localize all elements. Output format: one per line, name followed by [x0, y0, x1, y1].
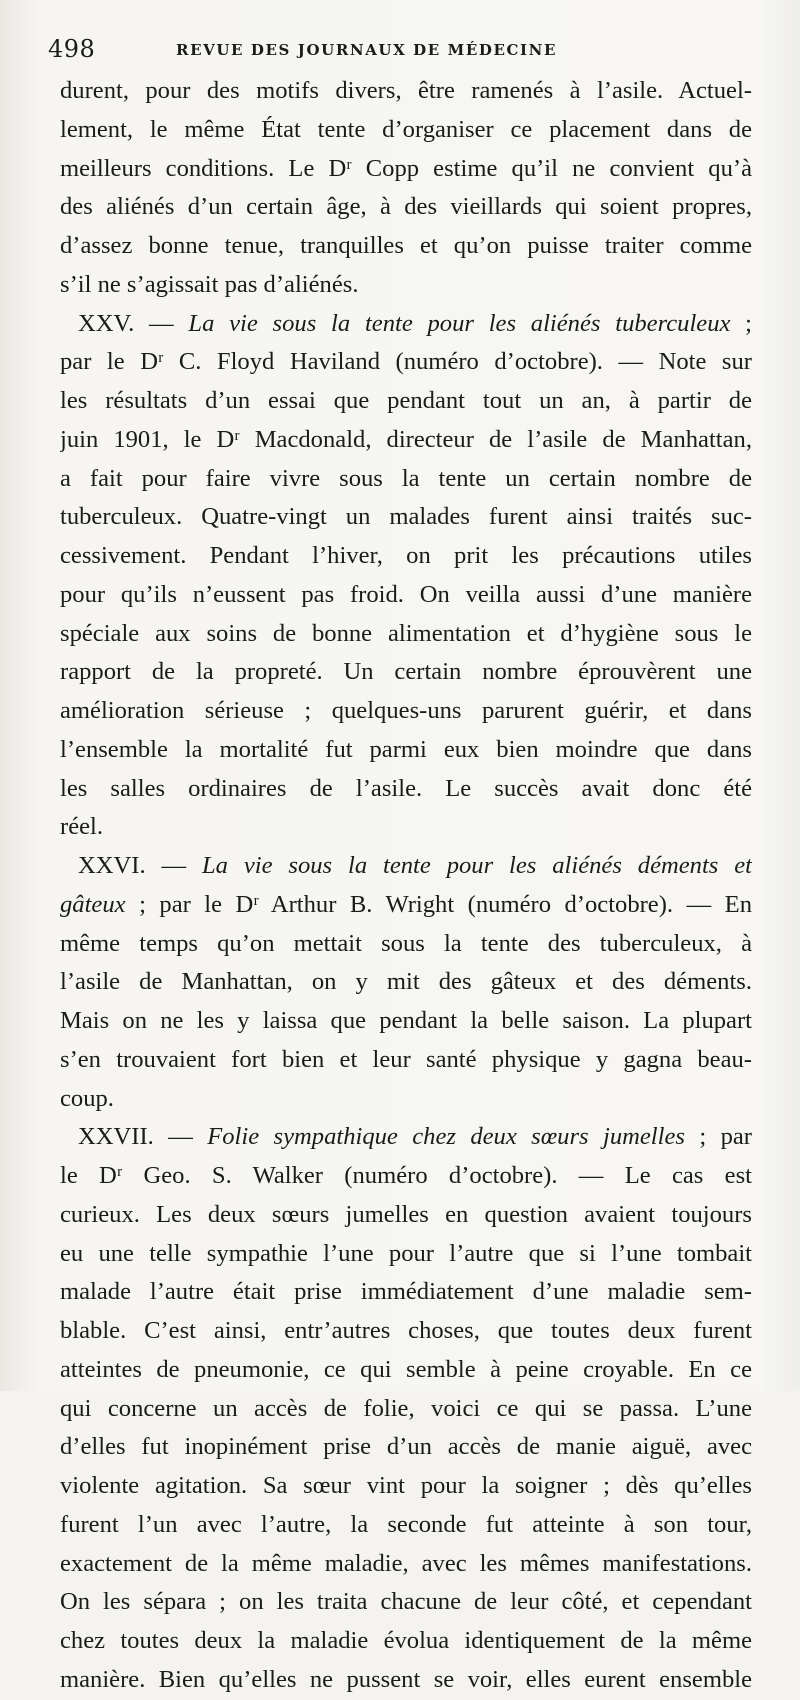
text-line: lement, le même État tente d’organiser ce placement dans de	[60, 115, 752, 143]
text-line: meilleurs conditions. Le Dʳ Copp estime qu’il ne convient qu’à	[60, 154, 752, 182]
article-body	[60, 72, 752, 1700]
text-line: chez toutes deux la maladie évolua identiquement de la même	[60, 1627, 752, 1654]
page-number: 498	[48, 35, 96, 63]
page-header	[48, 34, 778, 64]
text-line: manière. Bien qu’elles ne pussent se voir, elles eurent ensemble	[60, 1665, 752, 1693]
text-line: amélioration sérieuse ; quelques-uns parurent guérir, et dans	[60, 697, 752, 724]
text-line: On les sépara ; on les traita chacune de leur côté, et cependant	[60, 1588, 752, 1616]
section-heading-tail: ; par le Dʳ Arthur B. Wright (numéro d’octobre). — En	[125, 890, 752, 918]
text-line: l’ensemble la mortalité fut parmi eux bien moindre que dans	[60, 735, 752, 763]
section-title: Folie sympathique chez deux sœurs jumelles	[207, 1123, 685, 1151]
text-line: d’elles fut inopinément prise d’un accès de manie aiguë, avec	[60, 1433, 752, 1461]
text-line: durent, pour des motifs divers, être ramenés à l’asile. Actuel-	[60, 77, 752, 104]
running-title: REVUE DES JOURNAUX DE MÉDECINE	[176, 41, 558, 59]
text-line: Mais on ne les y laissa que pendant la belle saison. La plupart	[60, 1007, 752, 1034]
text-line: s’en trouvaient fort bien et leur santé physique y gagna beau-	[60, 1045, 752, 1073]
text-line: atteintes de pneumonie, ce qui semble à peine croyable. En ce	[60, 1355, 752, 1383]
text-line: d’assez bonne tenue, tranquilles et qu’on puisse traiter comme	[60, 232, 752, 259]
text-line: pour qu’ils n’eussent pas froid. On veilla aussi d’une manière	[60, 580, 752, 608]
text-line: cessivement. Pendant l’hiver, on prit les précautions utiles	[60, 542, 752, 569]
text-line: le Dʳ Geo. S. Walker (numéro d’octobre). — Le cas est	[60, 1162, 752, 1189]
text-line: des aliénés d’un certain âge, à des vieillards qui soient propres,	[60, 193, 752, 221]
text-line: les salles ordinaires de l’asile. Le succès avait donc été	[60, 774, 752, 802]
text-line: spéciale aux soins de bonne alimentation et d’hygiène sous le	[60, 619, 752, 647]
section-title-cont: gâteux	[60, 890, 126, 918]
text-line: curieux. Les deux sœurs jumelles en question avaient toujours	[60, 1200, 752, 1228]
section-heading-xxv	[60, 305, 752, 344]
text-line: s’il ne s’agissait pas d’aliénés.	[60, 270, 359, 298]
text-line: a fait pour faire vivre sous la tente un certain nombre de	[60, 464, 752, 492]
text-line: coup.	[60, 1084, 114, 1112]
text-line: blable. C’est ainsi, entr’autres choses, que toutes deux furent	[60, 1317, 752, 1344]
text-line: exactement de la même maladie, avec les mêmes manifestations.	[60, 1549, 752, 1577]
text-line: qui concerne un accès de folie, voici ce qui se passa. L’une	[60, 1394, 752, 1422]
section-number: XXV. —	[78, 309, 189, 337]
text-line: eu une telle sympathie l’une pour l’autre que si l’une tombait	[60, 1239, 752, 1267]
text-line: les résultats d’un essai que pendant tout un an, à partir de	[60, 387, 752, 414]
section-heading-xxvii	[60, 1118, 752, 1157]
text-line: violente agitation. Sa sœur vint pour la soigner ; dès qu’elles	[60, 1472, 752, 1499]
text-line: tuberculeux. Quatre-vingt un malades furent ainsi traités suc-	[60, 503, 752, 531]
section-title: La vie sous la tente pour les aliénés déments et	[201, 852, 752, 879]
text-line: réel.	[60, 813, 104, 841]
section-heading-tail: ;	[730, 309, 752, 337]
section-title: La vie sous la tente pour les aliénés tuberculeux	[188, 309, 731, 337]
section-heading-xxvi	[60, 847, 752, 886]
text-line: juin 1901, le Dʳ Macdonald, directeur de l’asile de Manhattan,	[60, 425, 752, 453]
text-line: rapport de la propreté. Un certain nombre éprouvèrent une	[60, 658, 752, 686]
text-line: furent l’un avec l’autre, la seconde fut atteinte à son tour,	[60, 1510, 752, 1538]
section-heading-xxvi-cont	[60, 886, 752, 925]
section-number: XXVII. —	[78, 1123, 208, 1151]
section-number: XXVI. —	[78, 852, 202, 879]
text-line: malade l’autre était prise immédiatement d’une maladie sem-	[60, 1278, 752, 1306]
text-line: même temps qu’on mettait sous la tente des tuberculeux, à	[60, 929, 752, 957]
section-heading-tail: ; par	[684, 1123, 752, 1151]
text-line: par le Dʳ C. Floyd Haviland (numéro d’octobre). — Note sur	[60, 348, 752, 376]
text-line: l’asile de Manhattan, on y mit des gâteux et des déments.	[60, 968, 752, 996]
